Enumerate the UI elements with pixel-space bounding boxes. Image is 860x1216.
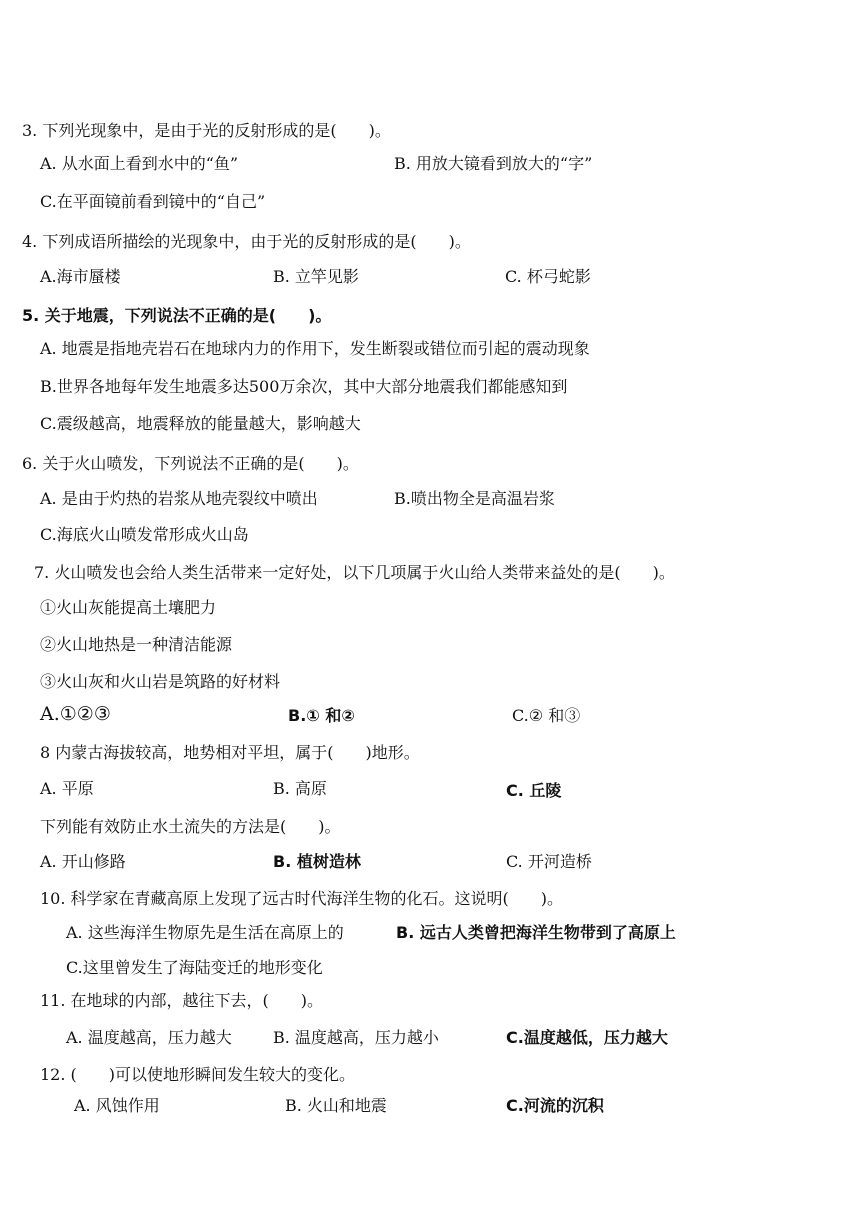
- q7-option-b: B.① 和②: [288, 706, 355, 725]
- q3-option-a: A. 从水面上看到水中的“鱼”: [40, 154, 239, 173]
- q8-option-b: B. 高原: [273, 779, 327, 798]
- q6-option-a: A. 是由于灼热的岩浆从地壳裂纹中喷出: [40, 489, 318, 508]
- q12-option-a: A. 风蚀作用: [74, 1096, 160, 1115]
- q10-stem: 10. 科学家在青藏高原上发现了远古时代海洋生物的化石。这说明( )。: [40, 889, 564, 908]
- q8-option-a: A. 平原: [40, 779, 94, 798]
- q9-stem: 下列能有效防止水土流失的方法是( )。: [40, 817, 341, 836]
- q7-option-a: A.①②③: [40, 703, 111, 725]
- q9-option-c: C. 开河造桥: [506, 852, 592, 871]
- q9-option-b: B. 植树造林: [273, 852, 361, 871]
- q6-stem: 6. 关于火山喷发，下列说法不正确的是( )。: [22, 454, 359, 473]
- q11-option-a: A. 温度越高，压力越大: [66, 1028, 232, 1047]
- q7-stem: 7. 火山喷发也会给人类生活带来一定好处，以下几项属于火山给人类带来益处的是( )。: [34, 563, 675, 582]
- q11-option-b: B. 温度越高，压力越小: [273, 1028, 439, 1047]
- q7-item-2: ②火山地热是一种清洁能源: [40, 635, 233, 654]
- q6-option-c: C.海底火山喷发常形成火山岛: [40, 525, 249, 544]
- q3-stem: 3. 下列光现象中，是由于光的反射形成的是( )。: [22, 121, 391, 140]
- q3-option-b: B. 用放大镜看到放大的“字”: [394, 154, 593, 173]
- q4-stem: 4. 下列成语所描绘的光现象中，由于光的反射形成的是( )。: [22, 232, 471, 251]
- q3-option-c: C.在平面镜前看到镜中的“自己”: [40, 192, 266, 211]
- q6-option-b: B.喷出物全是高温岩浆: [394, 489, 555, 508]
- q7-item-3: ③火山灰和火山岩是筑路的好材料: [40, 672, 281, 691]
- q11-stem: 11. 在地球的内部，越往下去，( )。: [40, 991, 324, 1010]
- q9-option-a: A. 开山修路: [40, 852, 126, 871]
- q4-option-a: A.海市蜃楼: [40, 267, 121, 286]
- q10-option-b: B. 远古人类曾把海洋生物带到了高原上: [396, 923, 676, 942]
- q12-option-c: C.河流的沉积: [506, 1096, 604, 1115]
- q7-option-c: C.② 和③: [512, 706, 581, 725]
- q5-stem: 5. 关于地震，下列说法不正确的是( )。: [22, 306, 332, 325]
- q8-stem: 8 内蒙古海拔较高，地势相对平坦，属于( )地形。: [40, 743, 420, 762]
- q4-option-c: C. 杯弓蛇影: [505, 267, 591, 286]
- q5-option-b: B.世界各地每年发生地震多达500万余次，其中大部分地震我们都能感知到: [40, 377, 568, 396]
- q12-option-b: B. 火山和地震: [285, 1096, 387, 1115]
- q5-option-c: C.震级越高，地震释放的能量越大，影响越大: [40, 414, 361, 433]
- q5-option-a: A. 地震是指地壳岩石在地球内力的作用下，发生断裂或错位而引起的震动现象: [40, 339, 590, 358]
- q8-option-c: C. 丘陵: [506, 781, 562, 800]
- q10-option-a: A. 这些海洋生物原先是生活在高原上的: [66, 923, 344, 942]
- q4-option-b: B. 立竿见影: [273, 267, 359, 286]
- q12-stem: 12. ( )可以使地形瞬间发生较大的变化。: [40, 1065, 356, 1084]
- q7-item-1: ①火山灰能提高土壤肥力: [40, 598, 217, 617]
- q10-option-c: C.这里曾发生了海陆变迁的地形变化: [66, 958, 323, 977]
- q11-option-c: C.温度越低，压力越大: [506, 1028, 668, 1047]
